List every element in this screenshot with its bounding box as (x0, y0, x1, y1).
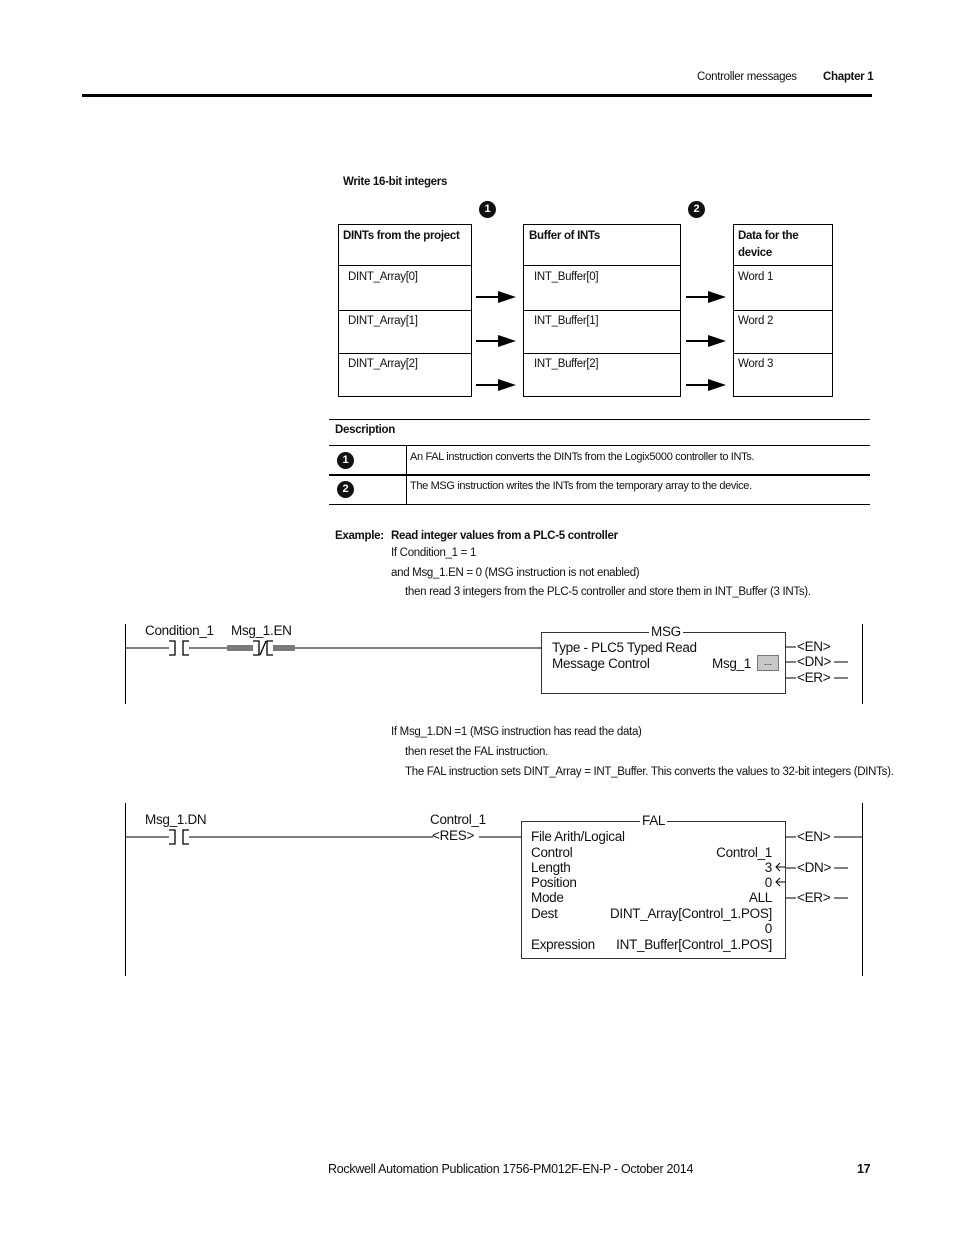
word-3: Word 3 (738, 358, 774, 370)
msg-control-value: Msg_1 (712, 656, 752, 671)
fal-en-output: <EN> (797, 829, 831, 844)
right-rail (862, 803, 863, 976)
msg-dn-output: <DN> (797, 654, 832, 669)
explain-line-2: then reset the FAL instruction. (405, 746, 549, 758)
badge-2: 2 (337, 481, 354, 498)
fal-length-label: Length (531, 860, 571, 875)
fal-er-output: <ER> (797, 890, 831, 905)
example-line-1: If Condition_1 = 1 (391, 547, 477, 559)
example-title: Read integer values from a PLC-5 controller (391, 530, 618, 542)
int-buffer-0: INT_Buffer[0] (534, 271, 599, 283)
int-buffer-2: INT_Buffer[2] (534, 358, 599, 370)
footer-publication: Rockwell Automation Publication 1756-PM012F-EN-P - October 2014 (328, 1162, 694, 1176)
res-label: Control_1 (430, 812, 486, 827)
msg-er-output: <ER> (797, 670, 831, 685)
fal-dn-output: <DN> (797, 860, 832, 875)
badge-1: 1 (479, 201, 496, 218)
description-row-1: An FAL instruction converts the DINTs from the Logix5000 controller to INTs. (410, 451, 755, 463)
fal-dest-sub: 0 (764, 921, 772, 936)
word-1: Word 1 (738, 271, 774, 283)
dints-column (338, 224, 472, 397)
fal-subtitle: File Arith/Logical (531, 829, 625, 844)
msg-block[interactable] (541, 632, 786, 694)
rung-1-wires (125, 636, 545, 660)
dint-array-1: DINT_Array[1] (348, 315, 418, 327)
res-coil: <RES> (432, 828, 475, 843)
arrow-left-icon (774, 877, 786, 887)
msg-control-label: Message Control (552, 656, 650, 671)
msg-dn-label: Msg_1.DN (145, 812, 207, 827)
figure-title: Write 16-bit integers (343, 176, 448, 188)
fal-position-value: 0 (764, 875, 772, 890)
fal-length-value: 3 (764, 860, 772, 875)
fal-control-label: Control (531, 845, 573, 860)
fal-mode-label: Mode (531, 890, 564, 905)
fal-expression-value: INT_Buffer[Control_1.POS] (616, 937, 772, 952)
fal-control-value: Control_1 (716, 845, 772, 860)
dint-array-2: DINT_Array[2] (348, 358, 418, 370)
header-chapter: Chapter 1 (823, 71, 874, 83)
fal-mode-value: ALL (748, 890, 772, 905)
msg-title: MSG (651, 624, 681, 639)
msg-type-text: Type - PLC5 Typed Read (552, 640, 697, 655)
description-row-2: The MSG instruction writes the INTs from the temporary array to the device. (410, 480, 752, 492)
dint-array-0: DINT_Array[0] (348, 271, 418, 283)
buffer-heading: Buffer of INTs (529, 230, 600, 242)
arrow-right-icon (686, 334, 728, 348)
arrow-left-icon (774, 862, 786, 872)
badge-2: 2 (688, 201, 705, 218)
fal-dest-value: DINT_Array[Control_1.POS] (609, 906, 772, 921)
device-heading-line2: device (738, 247, 773, 259)
badge-1: 1 (337, 452, 354, 469)
msg-en-label: Msg_1.EN (231, 623, 292, 638)
description-heading: Description (335, 424, 395, 436)
fal-title: FAL (642, 813, 666, 828)
fal-dest-label: Dest (531, 906, 558, 921)
dints-heading: DINTs from the project (343, 230, 460, 242)
arrow-right-icon (476, 290, 518, 304)
page-number: 17 (857, 1162, 871, 1176)
explain-line-1: If Msg_1.DN =1 (MSG instruction has read the data) (391, 726, 642, 738)
arrow-right-icon (686, 290, 728, 304)
int-buffer-1: INT_Buffer[1] (534, 315, 599, 327)
arrow-right-icon (476, 334, 518, 348)
explain-line-3: The FAL instruction sets DINT_Array = INT_Buffer. This converts the values to 32-bit integers (DINTs). (405, 766, 894, 778)
header-rule (82, 94, 872, 97)
condition-1-label: Condition_1 (145, 623, 214, 638)
arrow-right-icon (686, 378, 728, 392)
arrow-right-icon (476, 378, 518, 392)
fal-expression-label: Expression (531, 937, 595, 952)
fal-position-label: Position (531, 875, 577, 890)
msg-en-output: <EN> (797, 639, 831, 654)
device-column (733, 224, 833, 397)
example-label: Example: (335, 530, 384, 542)
example-line-3: then read 3 integers from the PLC-5 controller and store them in INT_Buffer (3 INTs). (405, 586, 811, 598)
fal-block[interactable] (521, 821, 786, 959)
device-heading-line1: Data for the (738, 230, 799, 242)
buffer-column (523, 224, 681, 397)
example-line-2: and Msg_1.EN = 0 (MSG instruction is not enabled) (391, 567, 640, 579)
word-2: Word 2 (738, 315, 774, 327)
right-rail (862, 624, 863, 704)
header-section: Controller messages (697, 71, 797, 83)
msg-browse-button[interactable]: ... (757, 655, 779, 671)
